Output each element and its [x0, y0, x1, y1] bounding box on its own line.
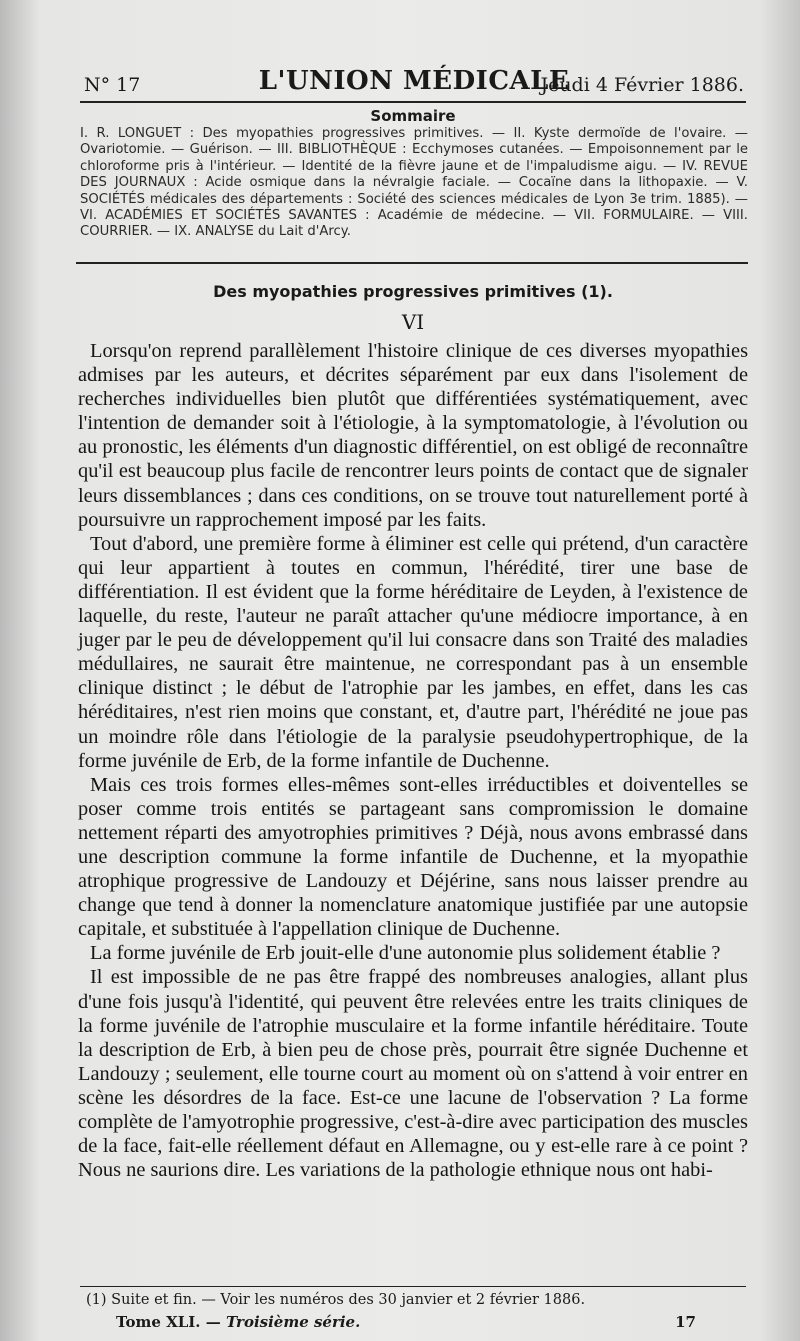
- article-body: [78, 339, 748, 1182]
- issue-number: N° 17: [84, 74, 141, 96]
- series-label: Troisième série.: [225, 1313, 361, 1331]
- paragraph: Il est impossible de ne pas être frappé des nombreuses analogies, allant plus d'une fois jusqu'à l'identité, qui peuvent être relevées entre les traits cliniques de la forme juvénile de l'atrophie musculaire et la forme infantile héréditaire. Toute la description de Erb, à bien peu de chose près, pourrait être signée Duchenne et Landouzy ; seulement, elle tourne court au moment où on s'attend à voir entrer en scène les désordres de la face. Est-ce une lacune de l'observation ? La forme complète de l'amyotrophie progressive, c'est-à-dire avec participation des muscles de la face, fait-elle réellement défaut en Allemagne, ou y est-elle rare à ce point ? Nous ne saurions dire. Les variations de la pathologie ethnique nous ont habi-: [78, 966, 748, 1182]
- footnote-rule: [80, 1286, 746, 1287]
- issue-date: Jeudi 4 Février 1886.: [540, 74, 744, 96]
- paragraph: Tout d'abord, une première forme à éliminer est celle qui prétend, d'un caractère qui leur appartient à toutes en commun, l'hérédité, tirer une base de différentiation. Il est évident que la forme héréditaire de Leyden, à l'existence de laquelle, du reste, l'auteur ne paraît attacher qu'une médiocre importance, à en juger par le peu de développement qu'il lui consacre dans son Traité des maladies médullaires, ne saurait être maintenue, ne correspondant pas à un ensemble clinique distinct ; le début de l'atrophie par les jambes, en effet, dans les cas héréditaires, n'est rien moins que constant, et, d'autre part, l'hérédité ne joue pas un moindre rôle dans l'étiologie de la paralysie pseudohypertrophique, de la forme juvénile de Erb, de la forme infantile de Duchenne.: [78, 532, 748, 772]
- article-title: Des myopathies progressives primitives (1).: [213, 282, 613, 301]
- paragraph: Lorsqu'on reprend parallèlement l'histoire clinique de ces diverses myopathies admises par les auteurs, et décrites séparément par eux dans l'isolement de recherches individuelles bien plutôt que différentiées systématiquement, avec l'intention de demander soit à l'étiologie, à la symptomatologie, à l'évolution ou au pronostic, les éléments d'un diagnostic différentiel, on est obligé de reconnaître qu'il est beaucoup plus facile de rencontrer leurs points de contact que de signaler leurs dissemblances ; dans ces conditions, on se trouve tout naturellement porté à poursuivre un rapprochement imposé par les faits.: [78, 340, 748, 531]
- sommaire-title: Sommaire: [370, 107, 456, 125]
- sommaire-block: [80, 126, 748, 241]
- paragraph: Mais ces trois formes elles-mêmes sont-elles irréductibles et doiventelles se poser comme trois entités se partageant sans compromission le domaine nettement réparti des amyotrophies primitives ? Déjà, nous avons embrassé dans une description commune la forme infantile de Duchenne, et la myopathie atrophique progressive de Landouzy et Déjérine, sans nous laisser prendre au change que tend à donner la nomenclature anatomique justifiée par une autopsie capitale, et substituée à l'appellation clinique de Duchenne.: [78, 773, 748, 941]
- section-number: VI: [401, 310, 425, 334]
- journal-title: L'UNION MÉDICALE: [258, 66, 570, 96]
- header-rule: [80, 101, 746, 103]
- paragraph: La forme juvénile de Erb jouit-elle d'une autonomie plus solidement établie ?: [90, 942, 721, 965]
- footnote: (1) Suite et fin. — Voir les numéros des 30 janvier et 2 février 1886.: [86, 1292, 586, 1308]
- page-header: [84, 66, 744, 100]
- sommaire-text: I. R. LONGUET : Des myopathies progressives primitives. — II. Kyste dermoïde de l'ovaire. — Ovariotomie. — Guérison. — III. BIBLIOTHÈQUE : Ecchymoses cutanées. — Empoisonnement par le chloroforme pris à l'intérieur. — Identité de la fièvre jaune et de l'impaludisme aigu. — IV. REVUE DES JOURNAUX : Acide osmique dans la névralgie faciale. — Cocaïne dans la lithopaxie. — V. SOCIÉTÉS médicales des départements : Société des sciences médicales de Lyon 3e trim. 1885). — VI. ACADÉMIES ET SOCIÉTÉS SAVANTES : Académie de médecine. — VII. FORMULAIRE. — VIII. COURRIER. — IX. ANALYSE du Lait d'Arcy.: [80, 126, 748, 240]
- page-number: 17: [675, 1313, 696, 1331]
- sommaire-rule: [76, 262, 748, 264]
- tome-label: Tome XLI. —: [116, 1313, 221, 1331]
